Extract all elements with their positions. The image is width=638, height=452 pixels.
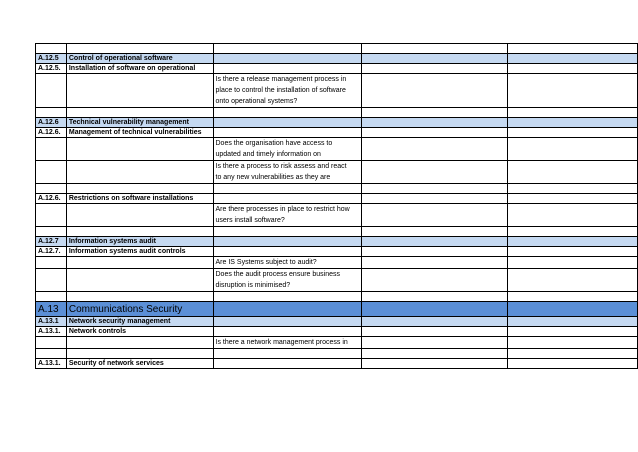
notes-cell[interactable]: [507, 118, 637, 128]
answer-cell[interactable]: [361, 194, 507, 204]
notes-cell[interactable]: [507, 349, 637, 359]
answer-cell[interactable]: [361, 257, 507, 269]
notes-cell[interactable]: [507, 194, 637, 204]
answer-cell[interactable]: [361, 184, 507, 194]
question-cell[interactable]: [213, 359, 361, 369]
answer-cell[interactable]: [361, 327, 507, 337]
question-cell[interactable]: [213, 128, 361, 138]
control-id-cell[interactable]: [36, 349, 67, 359]
notes-cell[interactable]: [507, 327, 637, 337]
notes-cell[interactable]: [507, 44, 637, 54]
question-text-line: Does the organisation have access to: [215, 140, 333, 147]
control-id-cell[interactable]: [36, 204, 67, 227]
table-row: [36, 227, 638, 237]
control-title-cell[interactable]: Control of operational software: [66, 54, 213, 64]
notes-cell[interactable]: [507, 359, 637, 369]
question-text-line: disruption is minimised?: [215, 282, 291, 289]
answer-cell[interactable]: [361, 292, 507, 302]
question-cell[interactable]: [213, 257, 361, 269]
notes-cell[interactable]: [507, 269, 637, 292]
question-text-line: Are there processes in place to restrict how: [215, 206, 350, 213]
answer-cell[interactable]: [361, 44, 507, 54]
table-row: [36, 327, 638, 337]
question-cell[interactable]: [213, 138, 361, 161]
answer-cell[interactable]: [361, 161, 507, 184]
control-title-cell[interactable]: [66, 349, 213, 359]
notes-cell[interactable]: [507, 237, 637, 247]
table-row: [36, 118, 638, 128]
answer-cell[interactable]: [361, 204, 507, 227]
question-text-line: Does the audit process ensure business: [215, 271, 341, 278]
question-text-line: Is there a network management process in: [215, 339, 348, 346]
control-title-cell[interactable]: Security of network services: [66, 359, 213, 369]
answer-cell[interactable]: [361, 317, 507, 327]
notes-cell[interactable]: [507, 54, 637, 64]
answer-cell[interactable]: [361, 227, 507, 237]
control-title-cell[interactable]: [66, 337, 213, 349]
control-id-cell[interactable]: A.13.1.: [36, 359, 67, 369]
question-text-line: Is there a release management process in: [215, 76, 347, 83]
control-id-cell[interactable]: [36, 337, 67, 349]
notes-cell[interactable]: [507, 108, 637, 118]
notes-cell[interactable]: [507, 247, 637, 257]
control-title-cell[interactable]: Restrictions on software installations: [66, 194, 213, 204]
question-cell[interactable]: [213, 118, 361, 128]
control-title-cell[interactable]: [66, 44, 213, 54]
question-cell[interactable]: [213, 292, 361, 302]
question-cell[interactable]: [213, 64, 361, 74]
question-cell[interactable]: [213, 302, 361, 317]
control-title-cell[interactable]: Management of technical vulnerabilities: [66, 128, 213, 138]
control-id-cell[interactable]: [36, 184, 67, 194]
control-id-cell[interactable]: [36, 292, 67, 302]
answer-cell[interactable]: [361, 74, 507, 108]
control-id-cell[interactable]: A.12.7.: [36, 247, 67, 257]
notes-cell[interactable]: [507, 74, 637, 108]
spreadsheet-body: [36, 44, 638, 369]
question-cell[interactable]: [213, 108, 361, 118]
question-cell[interactable]: [213, 317, 361, 327]
table-row: [36, 292, 638, 302]
notes-cell[interactable]: [507, 317, 637, 327]
question-cell[interactable]: [213, 337, 361, 349]
question-text-line: to any new vulnerabilities as they are: [215, 174, 331, 181]
question-cell[interactable]: [213, 247, 361, 257]
control-title-cell[interactable]: Information systems audit: [66, 237, 213, 247]
notes-cell[interactable]: [507, 128, 637, 138]
answer-cell[interactable]: [361, 118, 507, 128]
answer-cell[interactable]: [361, 64, 507, 74]
control-title-cell[interactable]: [66, 227, 213, 237]
control-title-cell[interactable]: Information systems audit controls: [66, 247, 213, 257]
control-title-cell[interactable]: Technical vulnerability management: [66, 118, 213, 128]
control-title-cell[interactable]: [66, 108, 213, 118]
question-cell[interactable]: [213, 184, 361, 194]
notes-cell[interactable]: [507, 184, 637, 194]
control-id-cell[interactable]: A.12.6: [36, 118, 67, 128]
answer-cell[interactable]: [361, 349, 507, 359]
control-id-cell[interactable]: A.12.6.: [36, 128, 67, 138]
notes-cell[interactable]: [507, 64, 637, 74]
notes-cell[interactable]: [507, 227, 637, 237]
control-id-cell[interactable]: [36, 44, 67, 54]
control-id-cell[interactable]: A.13.1.: [36, 327, 67, 337]
question-text-line: updated and timely information on: [215, 151, 321, 158]
answer-cell[interactable]: [361, 269, 507, 292]
notes-cell[interactable]: [507, 161, 637, 184]
control-id-cell[interactable]: [36, 161, 67, 184]
question-text-line: Are IS Systems subject to audit?: [215, 259, 317, 266]
answer-cell[interactable]: [361, 138, 507, 161]
table-row: [36, 269, 638, 292]
control-title-cell[interactable]: [66, 161, 213, 184]
table-row: [36, 302, 638, 317]
control-id-cell[interactable]: A.13.1: [36, 317, 67, 327]
table-row: [36, 64, 638, 74]
answer-cell[interactable]: [361, 337, 507, 349]
question-cell[interactable]: [213, 54, 361, 64]
notes-cell[interactable]: [507, 138, 637, 161]
notes-cell[interactable]: [507, 257, 637, 269]
question-cell[interactable]: [213, 194, 361, 204]
control-id-cell[interactable]: [36, 269, 67, 292]
answer-cell[interactable]: [361, 108, 507, 118]
control-title-cell[interactable]: [66, 269, 213, 292]
answer-cell[interactable]: [361, 247, 507, 257]
question-cell[interactable]: [213, 161, 361, 184]
table-row: [36, 128, 638, 138]
control-id-cell[interactable]: [36, 138, 67, 161]
question-cell[interactable]: [213, 349, 361, 359]
control-title-cell[interactable]: [66, 138, 213, 161]
notes-cell[interactable]: [507, 302, 637, 317]
table-row: [36, 349, 638, 359]
question-text-line: users install software?: [215, 217, 285, 224]
question-cell[interactable]: [213, 327, 361, 337]
table-row: [36, 317, 638, 327]
control-title-cell[interactable]: Installation of software on operational: [66, 64, 213, 74]
table-row: [36, 237, 638, 247]
answer-cell[interactable]: [361, 359, 507, 369]
control-id-cell[interactable]: A.12.6.: [36, 194, 67, 204]
table-row: [36, 247, 638, 257]
table-row: [36, 108, 638, 118]
control-title-cell[interactable]: [66, 74, 213, 108]
control-id-cell[interactable]: A.12.5.: [36, 64, 67, 74]
question-cell[interactable]: [213, 269, 361, 292]
answer-cell[interactable]: [361, 128, 507, 138]
control-title-cell[interactable]: Network controls: [66, 327, 213, 337]
question-cell[interactable]: [213, 74, 361, 108]
table-row: [36, 337, 638, 349]
question-cell[interactable]: [213, 204, 361, 227]
table-row: [36, 257, 638, 269]
control-title-cell[interactable]: [66, 204, 213, 227]
table-row: [36, 54, 638, 64]
control-id-cell[interactable]: [36, 74, 67, 108]
question-cell[interactable]: [213, 227, 361, 237]
control-title-cell[interactable]: Communications Security: [66, 302, 213, 317]
control-id-cell[interactable]: A.12.7: [36, 237, 67, 247]
control-title-cell[interactable]: [66, 292, 213, 302]
spreadsheet-table: [35, 43, 638, 369]
answer-cell[interactable]: [361, 302, 507, 317]
control-title-cell[interactable]: [66, 257, 213, 269]
table-row: [36, 204, 638, 227]
control-id-cell[interactable]: [36, 257, 67, 269]
table-row: [36, 44, 638, 54]
question-cell[interactable]: [213, 44, 361, 54]
question-cell[interactable]: [213, 237, 361, 247]
control-title-cell[interactable]: [66, 184, 213, 194]
control-id-cell[interactable]: [36, 108, 67, 118]
control-id-cell[interactable]: A.12.5: [36, 54, 67, 64]
control-title-cell[interactable]: Network security management: [66, 317, 213, 327]
question-text-line: onto operational systems?: [215, 98, 298, 105]
question-text-line: place to control the installation of software: [215, 87, 346, 94]
notes-cell[interactable]: [507, 204, 637, 227]
table-row: [36, 138, 638, 161]
answer-cell[interactable]: [361, 237, 507, 247]
question-text-line: Is there a process to risk assess and react: [215, 163, 347, 170]
notes-cell[interactable]: [507, 292, 637, 302]
table-row: [36, 184, 638, 194]
table-row: [36, 359, 638, 369]
notes-cell[interactable]: [507, 337, 637, 349]
table-row: [36, 161, 638, 184]
table-row: [36, 74, 638, 108]
control-id-cell[interactable]: A.13: [36, 302, 67, 317]
table-row: [36, 194, 638, 204]
answer-cell[interactable]: [361, 54, 507, 64]
control-id-cell[interactable]: [36, 227, 67, 237]
